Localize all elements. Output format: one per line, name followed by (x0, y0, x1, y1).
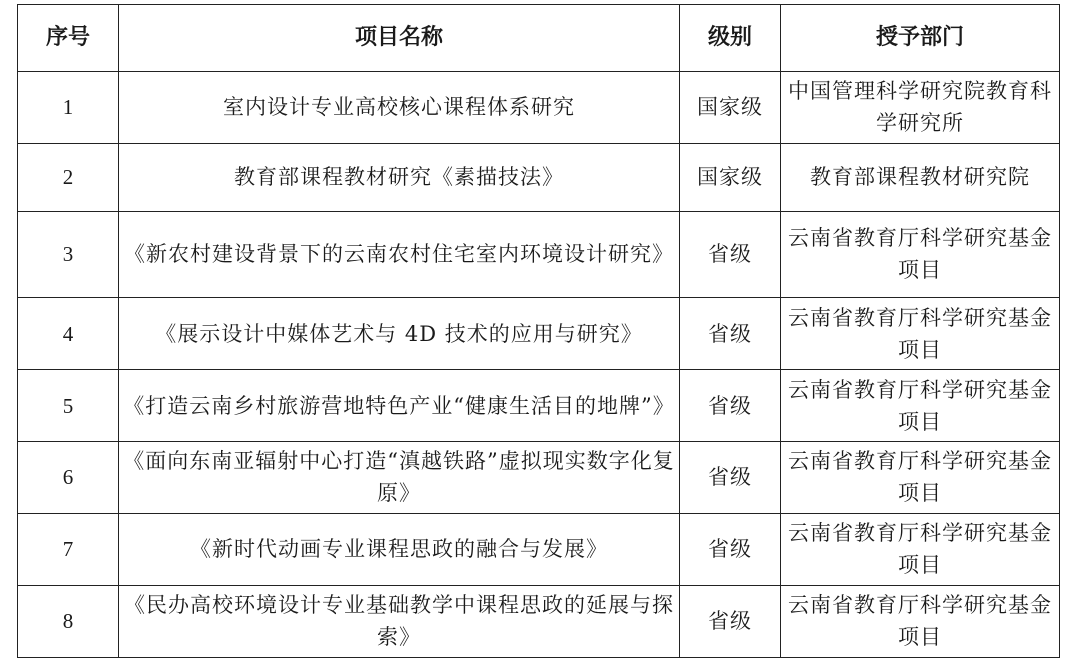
row-project-name: 《面向东南亚辐射中心打造“滇越铁路”虚拟现实数字化复原》 (119, 442, 680, 514)
row-level: 省级 (680, 585, 781, 657)
row-project-name: 教育部课程教材研究《素描技法》 (119, 143, 680, 211)
row-department: 云南省教育厅科学研究基金项目 (781, 211, 1060, 297)
table-row (18, 298, 1060, 370)
row-no: 4 (18, 298, 119, 370)
row-level: 省级 (680, 370, 781, 442)
table-body (18, 72, 1060, 658)
row-level: 国家级 (680, 72, 781, 144)
table-header (18, 5, 1060, 72)
table-row (18, 143, 1060, 211)
row-department: 云南省教育厅科学研究基金项目 (781, 298, 1060, 370)
row-project-name: 《民办高校环境设计专业基础教学中课程思政的延展与探索》 (119, 585, 680, 657)
row-level: 省级 (680, 513, 781, 585)
row-no: 5 (18, 370, 119, 442)
row-project-name: 室内设计专业高校核心课程体系研究 (119, 72, 680, 144)
row-level: 省级 (680, 298, 781, 370)
row-level: 省级 (680, 211, 781, 297)
projects-table (17, 4, 1060, 658)
row-department: 云南省教育厅科学研究基金项目 (781, 513, 1060, 585)
header-project-name: 项目名称 (119, 5, 680, 72)
table-row (18, 370, 1060, 442)
row-project-name: 《打造云南乡村旅游营地特色产业“健康生活目的地牌”》 (119, 370, 680, 442)
header-row (18, 5, 1060, 72)
row-project-name: 《展示设计中媒体艺术与 4D 技术的应用与研究》 (119, 298, 680, 370)
row-department: 中国管理科学研究院教育科学研究所 (781, 72, 1060, 144)
table-row (18, 211, 1060, 297)
row-no: 3 (18, 211, 119, 297)
header-no: 序号 (18, 5, 119, 72)
row-department: 云南省教育厅科学研究基金项目 (781, 585, 1060, 657)
row-no: 6 (18, 442, 119, 514)
row-project-name: 《新时代动画专业课程思政的融合与发展》 (119, 513, 680, 585)
row-no: 1 (18, 72, 119, 144)
row-no: 2 (18, 143, 119, 211)
row-level: 国家级 (680, 143, 781, 211)
row-project-name: 《新农村建设背景下的云南农村住宅室内环境设计研究》 (119, 211, 680, 297)
row-no: 7 (18, 513, 119, 585)
row-department: 教育部课程教材研究院 (781, 143, 1060, 211)
header-level: 级别 (680, 5, 781, 72)
table-row (18, 513, 1060, 585)
table-row (18, 442, 1060, 514)
row-no: 8 (18, 585, 119, 657)
header-department: 授予部门 (781, 5, 1060, 72)
row-level: 省级 (680, 442, 781, 514)
row-department: 云南省教育厅科学研究基金项目 (781, 442, 1060, 514)
table-row (18, 72, 1060, 144)
row-department: 云南省教育厅科学研究基金项目 (781, 370, 1060, 442)
table-row (18, 585, 1060, 657)
